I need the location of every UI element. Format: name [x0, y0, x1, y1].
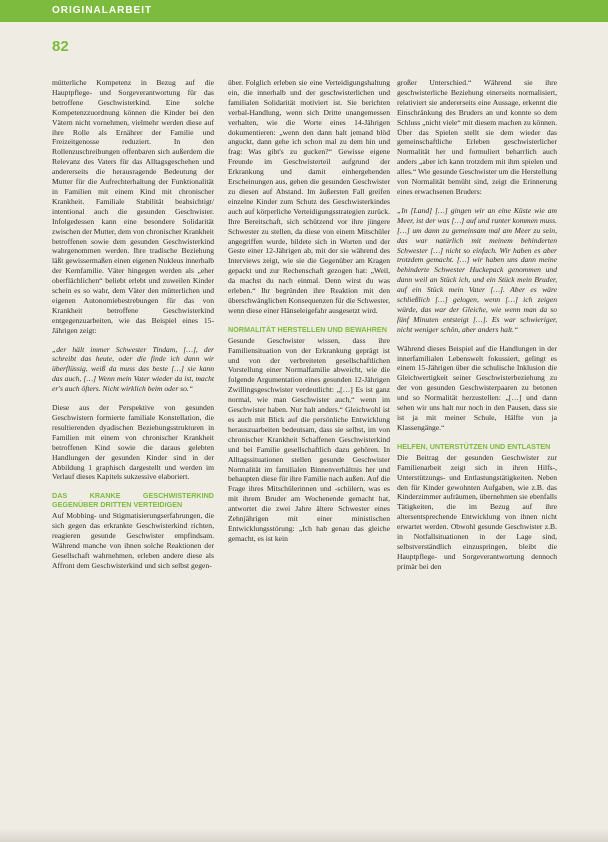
paragraph: mütterliche Kompetenz in Bezug auf die Hauptpflege- und Sorgeverantwortung für das betroffene Geschwisterkind. Eine solche Kompetenzzuordnung können die Kinder bei den Vätern nicht vornehmen, vielmehr werden diese auf ihre Rolle als Ernährer der Familie und Freizeitgenosse reduziert. In den Rollenzuschreibungen offenbaren sich außerdem die Relevanz des Vaters für das Alltagsgeschehen und andererseits die herausragende Bedeutung der Mutter für die Aufrechterhaltung der Funktionalität in Familien mit einem Kind mit chronischer Krankheit. Familiale Stabilität beabsichtigt/ intentional auch die gesunden Geschwister. Infolgedessen kann eine besondere Solidarität zwischen der Mutter, dem von chronischer Krankheit betroffenen sowie dem gesunden Geschwisterkind wahrgenommen werden. Ihre tradische Beziehung läßt gewissermaßen einen eigenen Nukleus innerhalb der Kernfamilie. Väter hingegen werden als „eher oberflächlichen“ beliebt erlebt und zuweilen Kinder schein es so wahr, dem Väter den mütterlichen und eigenen Autonomiebestrebungen für das von Krankheit betroffene Geschwisterkind entgegenzuarbeiten, wie das Beispiel eines 15-Jährigen zeigt:	[52, 78, 214, 335]
page-bottom-edge	[0, 828, 608, 842]
section-header-bar	[0, 0, 608, 22]
paragraph: Diese aus der Perspektive von gesunden Geschwistern formierte familiale Konstellation, die resultierenden dyadischen Beziehungsstrukturen in Familien mit einem von chronischer Krankheit betroffenen Kind sowie die daraus gelebten Handlungen der gesunden Kinder sind in der Abbildung 1 graphisch dargestellt und werden im Verlauf dieses Kapitels sukzessive elaboriert.	[52, 403, 214, 482]
section-label: ORIGINALARBEIT	[52, 5, 153, 16]
interview-quote: „In [Land] […] gingen wir an eine Küste wie am Meer, ist der was […] auf und runter kommen muss. […] um dann zu gemeinsam mal am Meer zu sein, das war natürlich mit meinem behinderten Schwester […] nicht so einfach. Wir haben es aber trotzdem gemacht. […] wir haben uns dann meine behinderte Schwester Huckepack genommen und dann weil an Stück ich, und ein Stück mein Bruder, auf ein Stück mein Vater […]. Aber es wäre schließlich […] gelogen, wenn […] ich zeigen würde, das war der Gleiche, wie wenn man da so fünf Minuten entsteigt […]. Es war schwieriger, nicht weniger schön, aber anders halt.“	[397, 205, 557, 334]
page-number: 82	[52, 38, 69, 55]
section-heading: NORMALITÄT HERSTELLEN UND BEWAHREN	[228, 324, 387, 334]
text-column-3	[397, 78, 557, 572]
paragraph: Die Beitrag der gesunden Geschwister zur Familienarbeit zeigt sich in ihren Hilfs-, Unterstützungs- und Entlastungstätigkeiten. Neben den für Kinder gewohnten Aufgaben, wie z.B. das Kinderzimmer aufräumen, übernehmen sie ebenfalls Tätigkeiten, die im Bezug auf ihre altersentsprechende Entwicklung von ihnen nicht erwartet werden. Obwohl gesunde Geschwister z.B. in Notfallsituationen in der Lage sind, selbstverständlich einzuspringen, bleibt die Hauptpflege- und Sorgeverantwortung dennoch primär bei den	[397, 452, 557, 571]
text-column-1	[52, 78, 214, 571]
paragraph: über. Folglich erleben sie eine Verteidigungshaltung ein, die innerhalb und der geschwisterlichen und familialen Solidarität motiviert ist. Sie berichten verbal-Handlung, wenn sich Dritte unangemessen verhalten, wie die Worte eines 14-Jährigen dokumentieren: „wenn den dann halt jemand blöd anguckt, dann gehe ich schon mal zu dem hin und frag: Was gibt's zu gucken?“ Gewisse eigene Freunde im Geschwisterteil aufgrund der Erkrankung und damit einhergehenden Erscheinungen aus, gehen die gesunden Geschwister zu diesen auf Abstand. Im äußersten Fall greifen einzelne Kinder zum Schutz des Geschwisterkindes auch auf körperliche Verteidigungsstrategien zurück. Ihre Bereitschaft, sich schützend vor ihre jüngere Schwester zu stellen, da diese von einem Mitschüler angegriffen wurde, bildete sich in Worten und der Geste einer 12-Jährigen ab, mit der sie während des Interviews zeigt, wie sie die Gegenüber am Kragen gepackt und zur Rechenschaft gezogen hat: „Weil, da machst du nach einmal. Denn wirst du was erleben.“ Ihr begründen ihre Reaktion mit den überschwänglichen Konsequenzen für die Schwester, wenn diese einer Hänseleigefahr ausgesetzt wird.	[228, 78, 390, 315]
paragraph: Gesunde Geschwister wissen, dass ihre Familiensituation von der Erkrankung geprägt ist und von der verbreiteten gesellschaftlichen Vorstellung einer Normalfamilie abweicht, wie die folgende Argumentation eines gesunden 12-Jährigen Zwillingsgeschwister verdeutlicht: „[…] Es ist ganz normal, wie man Geschwister auch,“ wenn im Geschwister haben. Nur halt anders.“ Gleichwohl ist es auch mit Blick auf die persönliche Entwicklung herauszuarbeiten bedeutsam, dass sie selbst, im von chronischer Krankheit Schaffenen Geschwisterkind und bei Familie gesellschaftlich dazu gehören. In Alltagssituationen stellen gesunde Geschwister Normalität im familialen Binnenverhältnis her und behaupten diese für ihre Familie nach außen. Auf die Frage ihres Mitschülerinnen und -schülern, was es mit ihrem Bruder am Wochenende gemacht hat, antwortet die zwei Jahre ältere Schwester eines Zehnjährigen mit einer ministischen Entwicklungsstörung: „Ich hab genau das gleiche gemacht, es ist kein	[228, 335, 390, 543]
section-heading: HELFEN, UNTERSTÜTZEN UND ENTLASTEN	[397, 441, 551, 451]
section-heading: DAS KRANKE GESCHWISTERKIND GEGENÜBER DRITTEN VERTEIDIGEN	[52, 491, 214, 510]
paragraph: Während dieses Beispiel auf die Handlungen in der innerfamilialen Lebenswelt fokussiert, gelingt es einem 15-Jährigen über die schulische Inklusion die Gleichwertigkeit seiner Geschwisterbeziehung zu der von gesunden Geschwisterpaaren zu betonen und so Normalität herzustellen: „[…] und dann sehen wir uns halt nur noch in den Pausen, dass sie ist ja mit meiner Schule, Hälfte von ja Klassengänge.“	[397, 343, 557, 432]
paragraph: Auf Mobbing- und Stigmatisierungserfahrungen, die sich gegen das erkrankte Geschwisterkind richten, reagieren gesunde Geschwister empfindsam. Während manche von ihnen solche Reaktionen der Gesellschaft wahrnehmen, erleben andere diese als Affront dem Geschwisterkind und sich selbst gegen-	[52, 511, 214, 570]
paragraph: großer Unterschied.“ Während sie ihre geschwisterliche Beziehung einerseits normalisiert, relativiert sie andererseits eine Aussage, erkennt die Einschränkung des Bruders an und konnte so dem Schluss „nicht viele“ mit diesem machen zu können. Über das Spielen stellt sie dem wieder das gemeinschaftliche Erleben geschwisterlicher Normalität her und formuliert beharrlich auch anders „aber ich kann trotzdem mit ihm spielen und alles.“ Wie gesunde Geschwister um die Herstellung von Normalität bemüht sind, zeigt die Erinnerung eines erwachsenen Bruders:	[397, 78, 557, 196]
interview-quote: „der hält immer Schwester Tindam, […], der schreibt das heute, oder die finde ich dann wir überflüssig, weiß da muss das beste […] sie kann das auch, […] Wenn mein Vater wieder da ist, macht er's auch öfters. Nicht wirklich beim oder so.“	[52, 344, 214, 394]
text-column-2	[228, 78, 390, 544]
